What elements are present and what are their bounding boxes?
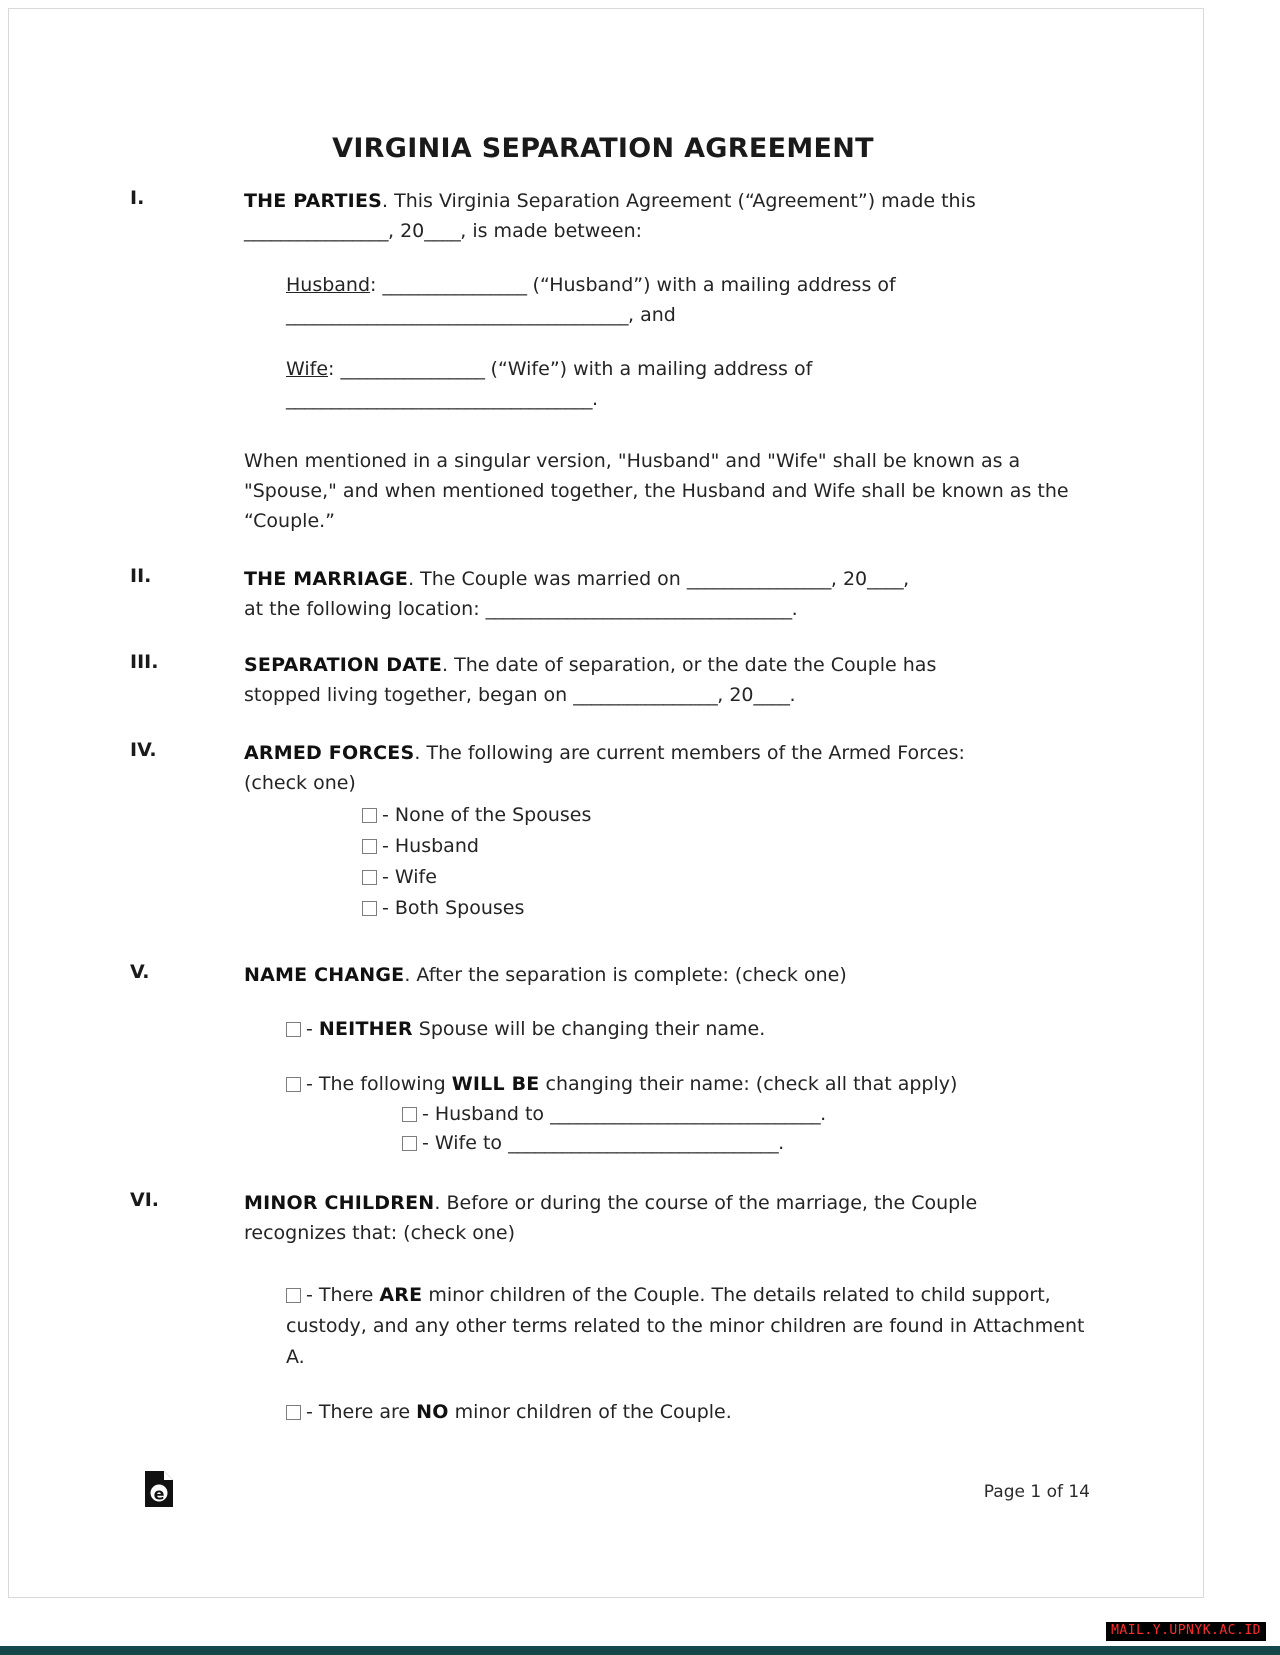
spouse-definition-paragraph: When mentioned in a singular version, "Husband" and "Wife" shall be known as a "Spouse," and when mentioned together, the Husband and Wife shall be known as the “Couple.” bbox=[244, 450, 1069, 532]
option-suffix: changing their name: (check all that apply) bbox=[539, 1073, 958, 1095]
wife-block bbox=[286, 354, 1090, 414]
husband-suffix: (“Husband”) with a mailing address of bbox=[532, 274, 896, 296]
spacer bbox=[244, 1045, 1090, 1069]
checkbox-husband-name-change[interactable] bbox=[402, 1107, 417, 1122]
marriage-year-prefix: , 20 bbox=[830, 568, 868, 590]
armed-forces-option-husband[interactable] bbox=[362, 831, 1090, 862]
option-bold-no: NO bbox=[416, 1401, 449, 1423]
wife-label: Wife bbox=[286, 358, 329, 380]
name-change-option-will-be[interactable] bbox=[286, 1069, 1090, 1100]
option-prefix: - There are bbox=[306, 1401, 417, 1423]
armed-forces-text-b: (check one) bbox=[244, 772, 356, 794]
separation-year-prefix: , 20 bbox=[717, 684, 754, 706]
section-heading: MINOR CHILDREN bbox=[244, 1192, 435, 1214]
sub-suffix: . bbox=[778, 1132, 785, 1154]
sub-label: - Husband to bbox=[422, 1103, 545, 1125]
armed-forces-option-wife[interactable] bbox=[362, 862, 1090, 893]
spacer bbox=[244, 414, 1090, 446]
marriage-text-a: . The Couple was married on bbox=[408, 568, 681, 590]
checkbox-wife-name-change[interactable] bbox=[402, 1136, 417, 1151]
section-body bbox=[244, 738, 1090, 924]
minor-children-option-no[interactable] bbox=[286, 1397, 1090, 1428]
esign-document-icon bbox=[144, 1470, 174, 1508]
checkbox-wife[interactable] bbox=[362, 870, 377, 885]
minor-children-text-b: recognizes that: (check one) bbox=[244, 1222, 516, 1244]
wife-name-blank[interactable]: ________________ bbox=[340, 358, 485, 380]
section-numeral: VI. bbox=[130, 1189, 159, 1211]
option-bold-will-be: WILL BE bbox=[451, 1073, 540, 1095]
sub-label: - Wife to bbox=[422, 1132, 503, 1154]
svg-text:e: e bbox=[153, 1484, 165, 1504]
wife-address-blank[interactable]: __________________________________ bbox=[286, 388, 592, 410]
section-separation-date bbox=[0, 650, 1196, 710]
spacer bbox=[244, 1248, 1090, 1280]
name-change-option-neither[interactable] bbox=[286, 1014, 1090, 1045]
wife-colon: : bbox=[328, 358, 335, 380]
section-heading: NAME CHANGE bbox=[244, 964, 405, 986]
section-intro-a: . This Virginia Separation Agreement (“Agreement”) made this bbox=[382, 190, 976, 212]
spacer bbox=[244, 1373, 1090, 1397]
section-minor-children bbox=[0, 1188, 1196, 1428]
section-heading: THE PARTIES bbox=[244, 190, 383, 212]
section-numeral: V. bbox=[130, 961, 150, 983]
checkbox-neither-spouse[interactable] bbox=[286, 1022, 301, 1037]
separation-year-blank[interactable]: ____ bbox=[753, 684, 790, 706]
section-body bbox=[244, 650, 1090, 710]
checkbox-there-are-minor-children[interactable] bbox=[286, 1288, 301, 1303]
marriage-year-blank[interactable]: ____ bbox=[867, 568, 904, 590]
name-change-sub-wife[interactable] bbox=[402, 1129, 1090, 1158]
section-heading: ARMED FORCES bbox=[244, 742, 415, 764]
section-body bbox=[244, 186, 1090, 536]
name-change-sub-husband[interactable] bbox=[402, 1100, 1090, 1129]
separation-text-c: . bbox=[789, 684, 796, 706]
section-numeral: III. bbox=[130, 651, 159, 673]
separation-text-a: . The date of separation, or the date the Couple has bbox=[442, 654, 937, 676]
armed-forces-option-none[interactable] bbox=[362, 800, 1090, 831]
marriage-text-c: at the following location: bbox=[244, 598, 480, 620]
source-watermark: MAIL.Y.UPNYK.AC.ID bbox=[1106, 1622, 1266, 1641]
husband-name-blank[interactable]: ________________ bbox=[382, 274, 527, 296]
spacer bbox=[244, 990, 1090, 1014]
option-prefix: - bbox=[306, 1018, 319, 1040]
spacer bbox=[244, 330, 1090, 354]
option-prefix: - There bbox=[306, 1284, 380, 1306]
section-body bbox=[244, 1188, 1090, 1428]
option-label: - Both Spouses bbox=[382, 897, 525, 919]
checkbox-none-of-the-spouses[interactable] bbox=[362, 808, 377, 823]
armed-forces-option-both[interactable] bbox=[362, 893, 1090, 924]
spacer bbox=[244, 246, 1090, 270]
wife-address-suffix: . bbox=[592, 388, 599, 410]
minor-children-text-a: . Before or during the course of the marriage, the Couple bbox=[434, 1192, 978, 1214]
option-label: - Wife bbox=[382, 866, 437, 888]
marriage-location-blank[interactable]: __________________________________ bbox=[485, 598, 792, 620]
husband-address-suffix: , and bbox=[628, 304, 676, 326]
page-title: VIRGINIA SEPARATION AGREEMENT bbox=[332, 133, 874, 164]
husband-new-name-blank[interactable]: ______________________________ bbox=[550, 1103, 821, 1125]
option-bold-are: ARE bbox=[379, 1284, 423, 1306]
marriage-text-b: , bbox=[903, 568, 910, 590]
year-blank[interactable]: ____ bbox=[424, 220, 461, 242]
separation-date-blank[interactable]: ________________ bbox=[573, 684, 718, 706]
husband-address-blank[interactable]: ______________________________________ bbox=[286, 304, 628, 326]
section-body bbox=[244, 564, 1090, 624]
page-footer bbox=[130, 1470, 1090, 1530]
option-bold-neither: NEITHER bbox=[318, 1018, 413, 1040]
date-blank[interactable]: ________________ bbox=[244, 220, 388, 242]
section-body bbox=[244, 960, 1090, 1158]
section-armed-forces bbox=[0, 738, 1196, 924]
page-number: Page 1 of 14 bbox=[983, 1482, 1090, 1502]
section-heading: SEPARATION DATE bbox=[244, 654, 443, 676]
option-label: - Husband bbox=[382, 835, 479, 857]
marriage-date-blank[interactable]: ________________ bbox=[686, 568, 831, 590]
checkbox-no-minor-children[interactable] bbox=[286, 1405, 301, 1420]
separation-text-b: stopped living together, began on bbox=[244, 684, 568, 706]
armed-forces-text-a: . The following are current members of the Armed Forces: bbox=[414, 742, 965, 764]
option-label: - None of the Spouses bbox=[382, 804, 592, 826]
name-change-text-a: . After the separation is complete: (check one) bbox=[404, 964, 847, 986]
year-prefix: , 20 bbox=[388, 220, 425, 242]
section-name-change bbox=[0, 960, 1196, 1158]
section-parties bbox=[0, 186, 1196, 536]
marriage-text-d: . bbox=[791, 598, 798, 620]
option-suffix: minor children of the Couple. The details related to child support, custody, and any other terms related to the minor children are found in Attachment A. bbox=[286, 1284, 1085, 1368]
checkbox-will-be-changing[interactable] bbox=[286, 1077, 301, 1092]
wife-suffix: (“Wife”) with a mailing address of bbox=[490, 358, 813, 380]
option-suffix: Spouse will be changing their name. bbox=[412, 1018, 766, 1040]
sub-suffix: . bbox=[820, 1103, 827, 1125]
checkbox-husband[interactable] bbox=[362, 839, 377, 854]
bottom-color-strip bbox=[0, 1646, 1280, 1655]
husband-label: Husband bbox=[286, 274, 371, 296]
section-marriage bbox=[0, 564, 1196, 624]
option-suffix: minor children of the Couple. bbox=[448, 1401, 732, 1423]
minor-children-option-are[interactable] bbox=[286, 1280, 1090, 1373]
section-heading: THE MARRIAGE bbox=[244, 568, 409, 590]
option-prefix: - The following bbox=[306, 1073, 452, 1095]
wife-new-name-blank[interactable]: ______________________________ bbox=[508, 1132, 779, 1154]
husband-colon: : bbox=[370, 274, 377, 296]
section-numeral: II. bbox=[130, 565, 152, 587]
husband-block bbox=[286, 270, 1090, 330]
section-numeral: I. bbox=[130, 187, 145, 209]
section-intro-b: , is made between: bbox=[460, 220, 643, 242]
section-numeral: IV. bbox=[130, 739, 157, 761]
checkbox-both-spouses[interactable] bbox=[362, 901, 377, 916]
